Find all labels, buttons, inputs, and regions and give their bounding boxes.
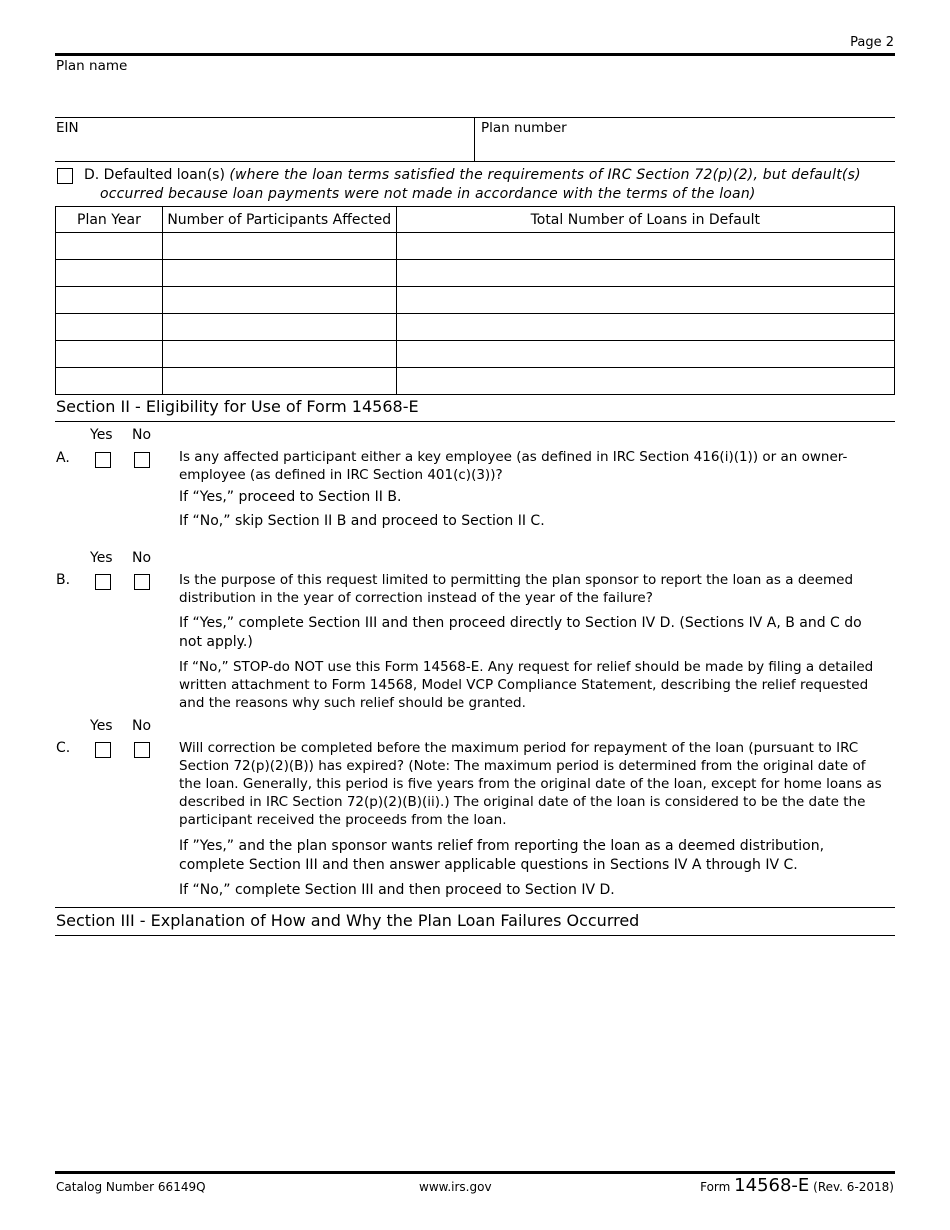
participants-cell[interactable] [162, 287, 396, 314]
section-2-rule [55, 421, 895, 422]
footer-rule [55, 1171, 895, 1174]
participants-cell[interactable] [162, 341, 396, 368]
plan-name-input[interactable] [55, 74, 895, 116]
plan-year-cell[interactable] [56, 341, 163, 368]
participants-cell[interactable] [162, 368, 396, 395]
loans-cell[interactable] [396, 233, 894, 260]
q-b-yes-label: Yes [90, 550, 113, 566]
plan-name-rule [55, 117, 895, 118]
loans-cell[interactable] [396, 260, 894, 287]
table-row [56, 287, 895, 314]
form-number: 14568-E [734, 1175, 810, 1196]
page-number: Page 2 [850, 35, 894, 50]
table-header-row [56, 207, 895, 233]
form-prefix: Form [700, 1180, 731, 1194]
plan-year-cell[interactable] [56, 314, 163, 341]
ein-divider [474, 118, 475, 161]
col-plan-year: Plan Year [56, 207, 163, 233]
q-b-no-checkbox[interactable] [134, 574, 150, 590]
col-loans-in-default: Total Number of Loans in Default [396, 207, 894, 233]
q-a-if-no: If “No,” skip Section II B and proceed to Section II C. [179, 513, 545, 529]
participants-cell[interactable] [162, 314, 396, 341]
q-a-if-yes: If “Yes,” proceed to Section II B. [179, 489, 402, 505]
q-b-no-label: No [132, 550, 152, 566]
section-3-rule [55, 935, 895, 936]
q-a-no-label: No [132, 427, 152, 443]
col-participants-affected: Number of Participants Affected [162, 207, 396, 233]
loans-cell[interactable] [396, 368, 894, 395]
defaulted-loans-checkbox[interactable] [57, 168, 73, 184]
table-row [56, 368, 895, 395]
ein-rule [55, 161, 895, 162]
plan-year-cell[interactable] [56, 368, 163, 395]
defaulted-loans-text [84, 166, 884, 203]
q-a-question: Is any affected participant either a key employee (as defined in IRC Section 416(i)(1)) or an owner-employee (as defined in IRC Section 401(c)(3))? [179, 449, 848, 483]
loans-cell[interactable] [396, 341, 894, 368]
q-b-if-yes: If “Yes,” complete Section III and then proceed directly to Section IV D. (Sections IV A, B and C do not apply.) [179, 615, 862, 650]
table-row [56, 341, 895, 368]
defaulted-loans-table [55, 206, 895, 395]
q-c-letter: C. [56, 740, 71, 756]
loans-cell[interactable] [396, 314, 894, 341]
plan-year-cell[interactable] [56, 260, 163, 287]
q-a-no-checkbox[interactable] [134, 452, 150, 468]
table-row [56, 260, 895, 287]
ein-label: EIN [56, 120, 79, 136]
defaulted-loans-note-2: occurred because loan payments were not made in accordance with the terms of the loan) [100, 185, 756, 202]
q-b-question: Is the purpose of this request limited to permitting the plan sponsor to report the loan as a deemed distribution in the year of correction instead of the year of the failure? [179, 572, 854, 606]
top-rule [55, 53, 895, 56]
form-id [700, 1175, 894, 1196]
table-row [56, 314, 895, 341]
table-row [56, 233, 895, 260]
plan-number-label: Plan number [481, 120, 567, 136]
plan-year-cell[interactable] [56, 233, 163, 260]
section-2-title: Section II - Eligibility for Use of Form 14568-E [56, 397, 419, 416]
participants-cell[interactable] [162, 233, 396, 260]
section-3-title: Section III - Explanation of How and Why the Plan Loan Failures Occurred [56, 911, 640, 930]
q-b-if-no: If “No,” STOP-do NOT use this Form 14568-E. Any request for relief should be made by filing a detailed written attachment to Form 14568, Model VCP Compliance Statement, describing the relief requested and the reasons why such relief should be granted. [179, 659, 874, 711]
section-3-top-rule [55, 907, 895, 908]
ein-input[interactable] [55, 136, 473, 160]
q-c-yes-label: Yes [90, 718, 113, 734]
defaulted-loans-label: D. Defaulted loan(s) [84, 167, 225, 183]
q-a-letter: A. [56, 450, 70, 466]
loans-cell[interactable] [396, 287, 894, 314]
q-a-yes-label: Yes [90, 427, 113, 443]
form-revision: (Rev. 6-2018) [813, 1180, 894, 1194]
participants-cell[interactable] [162, 260, 396, 287]
q-a-yes-checkbox[interactable] [95, 452, 111, 468]
q-c-if-yes: If ”Yes,” and the plan sponsor wants relief from reporting the loan as a deemed distribution, complete Section III and then answer applicable questions in Sections IV A through IV C. [179, 838, 825, 873]
q-c-yes-checkbox[interactable] [95, 742, 111, 758]
q-c-if-no: If “No,” complete Section III and then proceed to Section IV D. [179, 882, 615, 898]
defaulted-loans-note-1: (where the loan terms satisfied the requirements of IRC Section 72(p)(2), but default(s) [229, 167, 861, 183]
website: www.irs.gov [419, 1180, 492, 1194]
q-b-letter: B. [56, 572, 71, 588]
q-c-no-label: No [132, 718, 152, 734]
q-c-question: Will correction be completed before the maximum period for repayment of the loan (pursuant to IRC Section 72(p)(2)(B)) has expired? (Note: The maximum period is determined from the original date of the loan. Generally, this period is five years from the original date of the loan, except for home loans as described in IRC Section 72(p)(2)(B)(ii).) The original date of the loan is considered to be the date the participant received the proceeds from the loan. [179, 740, 882, 828]
plan-number-input[interactable] [476, 136, 894, 160]
q-b-yes-checkbox[interactable] [95, 574, 111, 590]
plan-year-cell[interactable] [56, 287, 163, 314]
q-c-no-checkbox[interactable] [134, 742, 150, 758]
section-3-explanation-input[interactable] [55, 940, 895, 1165]
catalog-number: Catalog Number 66149Q [56, 1180, 206, 1194]
plan-name-label: Plan name [56, 58, 128, 74]
